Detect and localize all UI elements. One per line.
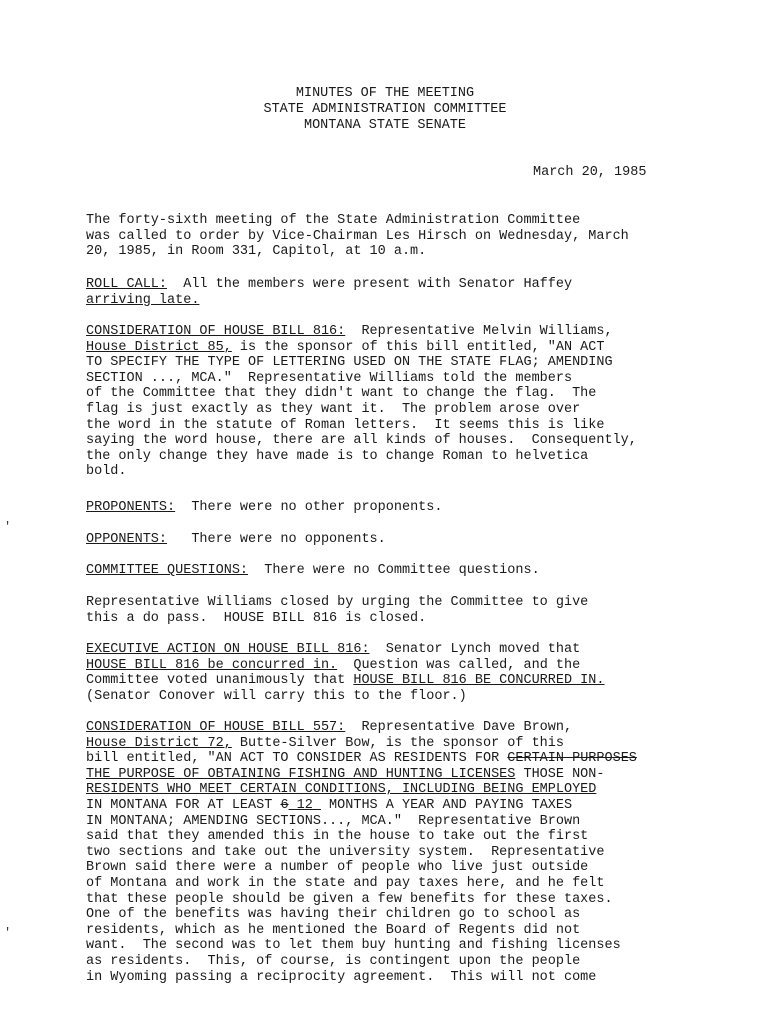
hb816-line: flag is just exactly as they want it. The problem arose over <box>86 401 581 417</box>
intro-line: The forty-sixth meeting of the State Administration Committee <box>86 213 581 228</box>
hb816-line: TO SPECIFY THE TYPE OF LETTERING USED ON THE STATE FLAG; AMENDING <box>86 355 613 371</box>
proponents-text: There were no other proponents. <box>175 500 443 515</box>
hb557-line: Butte-Silver Bow, is the sponsor of this <box>231 735 564 751</box>
closing-line: this a do pass. HOUSE BILL 816 is closed. <box>86 610 427 626</box>
hb816-line: the only change they have made is to change Roman to helvetica <box>86 448 589 464</box>
hb557-paragraph <box>86 720 637 985</box>
hb816-line: is the sponsor of this bill entitled, "AN ACT <box>231 339 605 355</box>
hb557-line: IN MONTANA; AMENDING SECTIONS..., MCA." Representative Brown <box>86 813 581 829</box>
hb557-inserted-text: 12 <box>288 797 321 813</box>
proponents-label: PROPONENTS: <box>86 500 176 515</box>
hb816-line: of the Committee that they didn't want to change the flag. The <box>86 386 597 402</box>
hb557-struck-text: 6 <box>280 797 289 813</box>
hb557-line: MONTHS A YEAR AND PAYING TAXES <box>320 797 573 813</box>
header-line-3: MONTANA STATE SENATE <box>303 118 467 133</box>
committee-questions-label: COMMITTEE QUESTIONS: <box>86 563 249 578</box>
meeting-date: March 20, 1985 <box>533 165 647 180</box>
proponents-paragraph <box>86 500 442 516</box>
hb557-line: want. The second was to let them buy hunting and fishing licenses <box>86 938 621 954</box>
hb557-line: of Montana and work in the state and pay taxes here, and he felt <box>86 875 605 891</box>
margin-mark: ' <box>4 926 12 940</box>
hb557-line: Representative Dave Brown, <box>345 720 573 735</box>
hb557-line: as residents. This, of course, is contingent upon the people <box>86 953 581 969</box>
exec816-motion: HOUSE BILL 816 be concurred in. <box>86 657 338 673</box>
hb557-line: residents, which as he mentioned the Board of Regents did not <box>86 922 581 938</box>
hb816-district: House District 85, <box>86 339 232 355</box>
hb816-line: SECTION ..., MCA." Representative Williams told the members <box>86 370 573 386</box>
roll-call-paragraph <box>86 277 572 308</box>
hb557-line: said that they amended this in the house to take out the first <box>86 829 589 845</box>
hb557-district: House District 72, <box>86 735 232 751</box>
exec816-line: (Senator Conover will carry this to the floor.) <box>86 688 467 704</box>
hb816-line: saying the word house, there are all kinds of houses. Consequently, <box>86 433 637 449</box>
opponents-label: OPPONENTS: <box>86 532 168 547</box>
hb557-line: Brown said there were a number of people who live just outside <box>86 860 589 876</box>
intro-line: was called to order by Vice-Chairman Les Hirsch on Wednesday, March <box>86 228 629 244</box>
closing-line: Representative Williams closed by urging the Committee to give <box>86 595 589 610</box>
roll-call-label: ROLL CALL: <box>86 277 168 292</box>
hb816-line: the word in the statute of Roman letters. It seems this is like <box>86 417 605 433</box>
hb816-paragraph <box>86 324 637 480</box>
hb557-line: that these people should be given a few benefits for these taxes. <box>86 891 613 907</box>
intro-paragraph <box>86 213 629 260</box>
roll-call-text: arriving late. <box>86 292 200 308</box>
exec816-line: Committee voted unanimously that <box>86 673 354 689</box>
hb557-line: One of the benefits was having their children go to school as <box>86 907 581 923</box>
exec816-line: Question was called, and the <box>337 657 581 673</box>
intro-line: 20, 1985, in Room 331, Capitol, at 10 a.m. <box>86 244 427 260</box>
opponents-paragraph <box>86 532 386 548</box>
hb557-line: bill entitled, "AN ACT TO CONSIDER AS RESIDENTS FOR <box>86 751 508 767</box>
hb816-line: Representative Melvin Williams, <box>345 324 613 339</box>
exec816-result: HOUSE BILL 816 BE CONCURRED IN. <box>353 673 605 689</box>
hb557-line: RESIDENTS WHO MEET CERTAIN CONDITIONS, INCLUDING BEING EMPLOYED <box>86 782 597 798</box>
hb557-line: THOSE NON- <box>515 766 605 782</box>
hb816-line: bold. <box>86 464 127 480</box>
margin-mark: ' <box>4 520 12 534</box>
hb557-inserted-text: THE PURPOSE OF OBTAINING FISHING AND HUNTING LICENSES <box>86 766 516 782</box>
hb816-label: CONSIDERATION OF HOUSE BILL 816: <box>86 324 346 339</box>
committee-questions-paragraph <box>86 563 540 579</box>
roll-call-text: All the members were present with Senator Haffey <box>167 277 573 292</box>
hb557-line: two sections and take out the university system. Representative <box>86 844 605 860</box>
exec816-paragraph <box>86 642 605 704</box>
hb557-label: CONSIDERATION OF HOUSE BILL 557: <box>86 720 346 735</box>
header-line-1: MINUTES OF THE MEETING <box>295 86 475 101</box>
exec816-line: Senator Lynch moved that <box>369 642 581 657</box>
committee-questions-text: There were no Committee questions. <box>248 563 540 578</box>
hb557-struck-text: CERTAIN PURPOSES <box>507 751 637 767</box>
hb557-line: in Wyoming passing a reciprocity agreement. This will not come <box>86 969 597 985</box>
exec816-label: EXECUTIVE ACTION ON HOUSE BILL 816: <box>86 642 370 657</box>
header-line-2: STATE ADMINISTRATION COMMITTEE <box>263 102 507 117</box>
closing-paragraph <box>86 595 588 626</box>
opponents-text: There were no opponents. <box>167 532 386 547</box>
hb557-line: IN MONTANA FOR AT LEAST <box>86 797 281 813</box>
